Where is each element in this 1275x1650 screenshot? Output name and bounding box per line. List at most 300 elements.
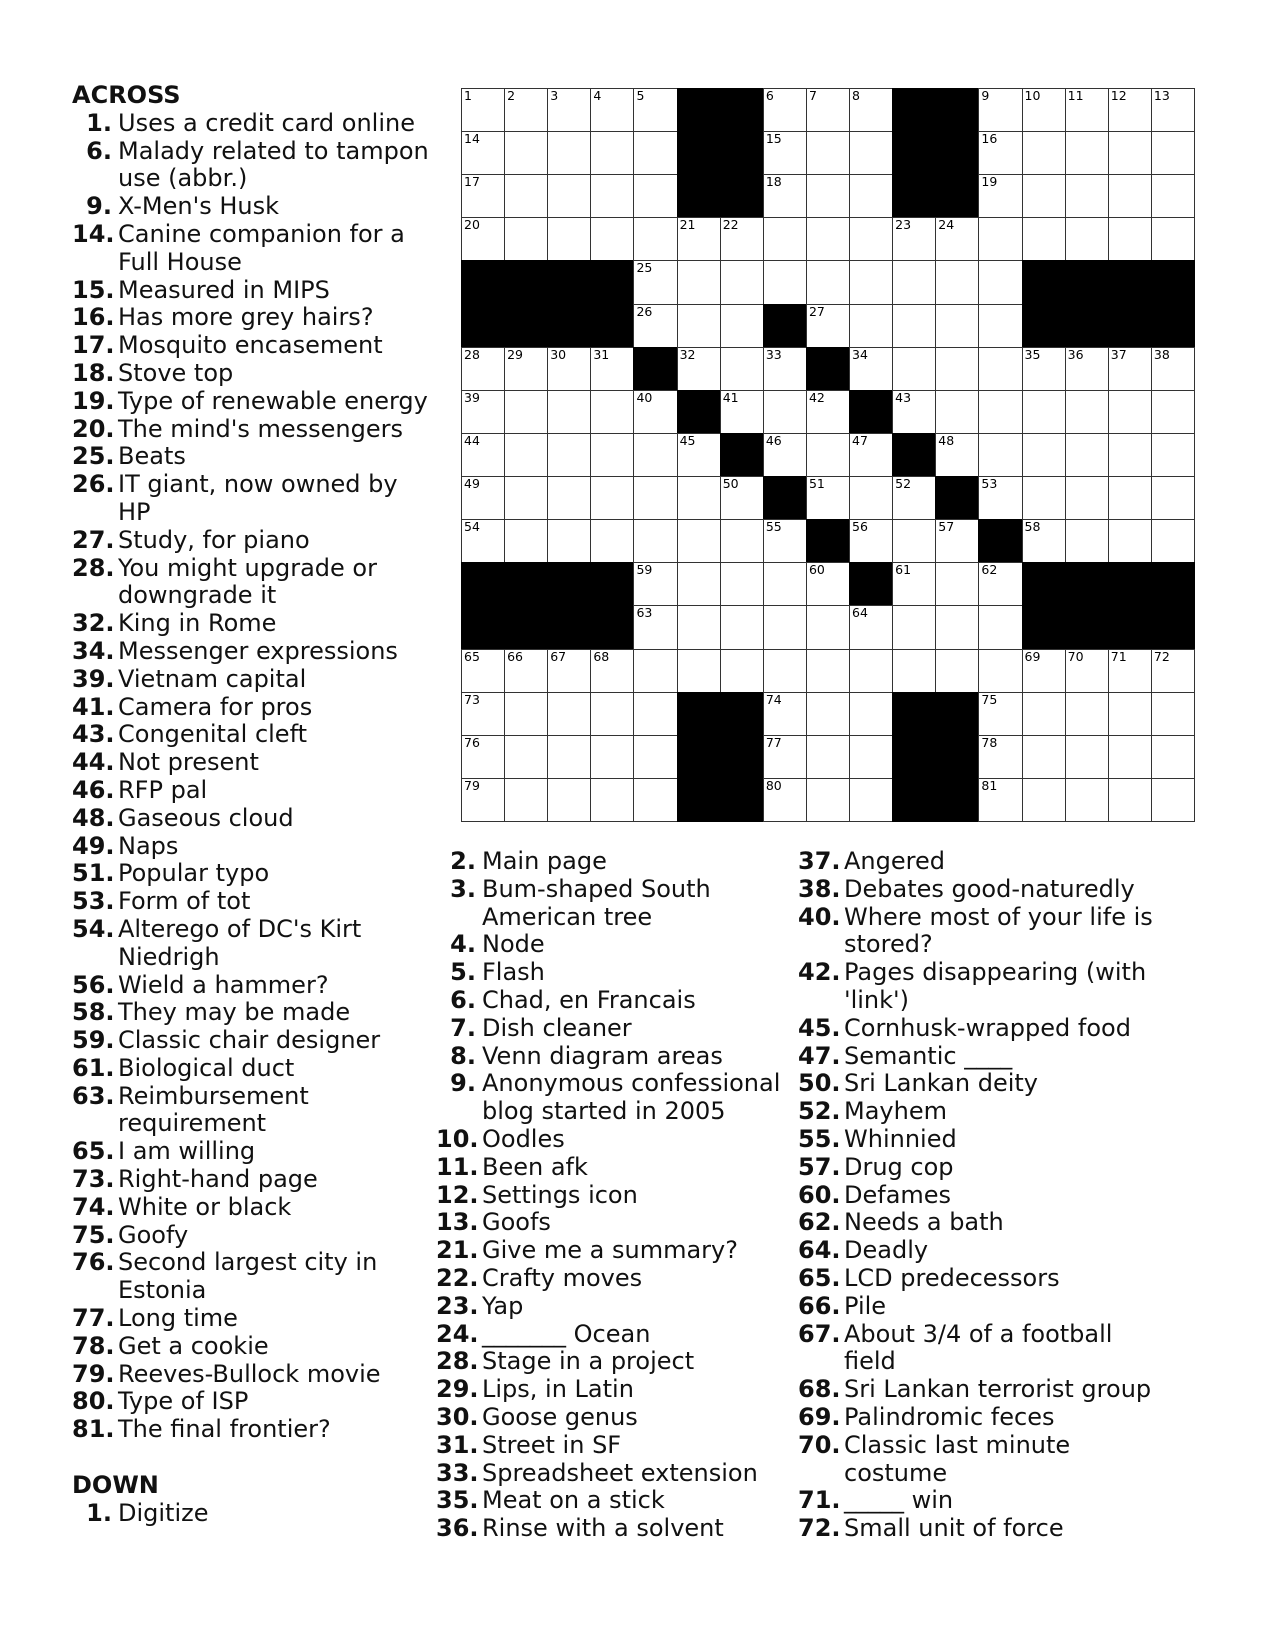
grid-cell[interactable] <box>935 217 979 261</box>
grid-cell[interactable] <box>1022 88 1066 132</box>
grid-cell-black <box>1065 605 1109 649</box>
clue-number: 6. <box>450 985 476 1014</box>
grid-cell[interactable] <box>633 735 677 779</box>
grid-cell[interactable] <box>892 217 936 261</box>
grid-cell[interactable] <box>677 217 721 261</box>
grid-cell[interactable] <box>935 260 979 304</box>
grid-cell[interactable] <box>677 433 721 477</box>
grid-cell[interactable] <box>547 390 591 434</box>
grid-cell[interactable] <box>1108 735 1152 779</box>
cell-number: 8 <box>852 88 860 103</box>
grid-cell[interactable] <box>1108 131 1152 175</box>
grid-cell[interactable] <box>1022 217 1066 261</box>
grid-cell[interactable] <box>1151 735 1195 779</box>
grid-cell[interactable] <box>633 88 677 132</box>
grid-cell[interactable] <box>892 562 936 606</box>
clue <box>72 1222 472 1250</box>
grid-cell[interactable] <box>633 519 677 563</box>
clue-text: Small unit of force <box>844 1514 1064 1543</box>
grid-cell[interactable] <box>978 476 1022 520</box>
grid-cell[interactable] <box>1022 519 1066 563</box>
grid-cell[interactable] <box>590 778 634 822</box>
clue-text: Lips, in Latin <box>482 1375 634 1404</box>
grid-cell[interactable] <box>763 735 807 779</box>
grid-cell[interactable] <box>590 433 634 477</box>
grid-cell[interactable] <box>677 519 721 563</box>
grid-cell[interactable] <box>461 433 505 477</box>
clue-number: 7. <box>450 1013 476 1042</box>
clue <box>72 1333 472 1361</box>
grid-cell[interactable] <box>763 347 807 391</box>
grid-cell[interactable] <box>461 692 505 736</box>
grid-cell[interactable] <box>461 390 505 434</box>
grid-cell[interactable] <box>547 519 591 563</box>
cell-number: 43 <box>895 389 912 405</box>
grid-cell[interactable] <box>720 562 764 606</box>
grid-cell[interactable] <box>935 433 979 477</box>
grid-cell[interactable] <box>504 649 548 693</box>
grid-cell[interactable] <box>935 649 979 693</box>
clue <box>72 888 472 916</box>
grid-cell[interactable] <box>590 390 634 434</box>
grid-cell[interactable] <box>504 131 548 175</box>
grid-cell[interactable] <box>590 88 634 132</box>
clue-text: Classic last minute <box>844 1430 1071 1459</box>
grid-cell[interactable] <box>1151 476 1195 520</box>
grid-cell[interactable] <box>1151 692 1195 736</box>
grid-cell[interactable] <box>720 519 764 563</box>
clue <box>436 1432 806 1460</box>
grid-cell[interactable] <box>892 347 936 391</box>
grid-cell[interactable] <box>461 476 505 520</box>
cell-number: 4 <box>593 88 602 103</box>
grid-cell[interactable] <box>461 347 505 391</box>
grid-cell-black <box>1108 605 1152 649</box>
grid-cell[interactable] <box>935 390 979 434</box>
cell-number: 59 <box>636 562 653 578</box>
grid-cell[interactable] <box>1108 692 1152 736</box>
clue-number: 14. <box>72 219 115 248</box>
grid-cell[interactable] <box>504 519 548 563</box>
clue-continuation <box>72 944 472 972</box>
grid-cell[interactable] <box>720 347 764 391</box>
grid-cell[interactable] <box>763 260 807 304</box>
grid-cell[interactable] <box>849 304 893 348</box>
clue-number: 79. <box>72 1359 115 1388</box>
grid-cell[interactable] <box>461 778 505 822</box>
grid-cell[interactable] <box>633 131 677 175</box>
grid-cell[interactable] <box>935 304 979 348</box>
grid-cell[interactable] <box>1065 735 1109 779</box>
grid-cell[interactable] <box>1108 217 1152 261</box>
grid-cell[interactable] <box>461 174 505 218</box>
clue-number: 17. <box>72 331 115 360</box>
grid-cell[interactable] <box>461 131 505 175</box>
grid-cell[interactable] <box>677 347 721 391</box>
clue-text: Spreadsheet extension <box>482 1458 758 1487</box>
grid-cell[interactable] <box>763 217 807 261</box>
clue-number: 49. <box>72 831 115 860</box>
grid-cell[interactable] <box>849 519 893 563</box>
grid-cell[interactable] <box>806 260 850 304</box>
grid-cell[interactable] <box>461 88 505 132</box>
grid-cell[interactable] <box>1151 131 1195 175</box>
grid-cell[interactable] <box>806 778 850 822</box>
grid-cell[interactable] <box>849 88 893 132</box>
grid-cell-black <box>892 692 936 736</box>
grid-cell[interactable] <box>633 692 677 736</box>
grid-cell[interactable] <box>633 390 677 434</box>
grid-cell[interactable] <box>806 692 850 736</box>
grid-cell[interactable] <box>763 131 807 175</box>
grid-cell[interactable] <box>978 433 1022 477</box>
cell-number: 81 <box>981 777 998 793</box>
clue-text: Semantic ____ <box>844 1041 1013 1070</box>
grid-cell[interactable] <box>461 217 505 261</box>
grid-cell[interactable] <box>1065 692 1109 736</box>
grid-cell[interactable] <box>806 735 850 779</box>
grid-cell[interactable] <box>978 649 1022 693</box>
grid-cell[interactable] <box>935 519 979 563</box>
grid-cell[interactable] <box>806 390 850 434</box>
grid-cell[interactable] <box>547 174 591 218</box>
grid-cell[interactable] <box>849 605 893 649</box>
grid-cell[interactable] <box>677 605 721 649</box>
grid-cell[interactable] <box>547 476 591 520</box>
grid-cell[interactable] <box>720 649 764 693</box>
clue <box>72 1500 472 1528</box>
clue-text: downgrade it <box>118 581 277 610</box>
grid-cell[interactable] <box>849 778 893 822</box>
grid-cell[interactable] <box>590 347 634 391</box>
grid-cell[interactable] <box>849 433 893 477</box>
grid-cell-black <box>892 433 936 477</box>
grid-cell[interactable] <box>547 131 591 175</box>
clue <box>436 1126 806 1154</box>
clue <box>436 1293 806 1321</box>
grid-cell[interactable] <box>461 735 505 779</box>
grid-cell[interactable] <box>1065 433 1109 477</box>
grid-cell[interactable] <box>461 649 505 693</box>
grid-cell[interactable] <box>978 605 1022 649</box>
grid-cell[interactable] <box>1151 174 1195 218</box>
clue-text: Type of ISP <box>118 1387 249 1416</box>
grid-cell[interactable] <box>1108 649 1152 693</box>
grid-cell[interactable] <box>504 476 548 520</box>
grid-cell[interactable] <box>978 174 1022 218</box>
grid-cell[interactable] <box>1108 433 1152 477</box>
grid-cell[interactable] <box>504 217 548 261</box>
grid-cell[interactable] <box>504 735 548 779</box>
grid-cell[interactable] <box>677 304 721 348</box>
grid-cell[interactable] <box>849 476 893 520</box>
grid-cell[interactable] <box>1022 131 1066 175</box>
grid-cell[interactable] <box>633 476 677 520</box>
grid-cell[interactable] <box>849 131 893 175</box>
clue-number: 75. <box>72 1220 115 1249</box>
grid-cell[interactable] <box>849 347 893 391</box>
grid-cell[interactable] <box>1108 88 1152 132</box>
grid-cell[interactable] <box>547 778 591 822</box>
grid-cell[interactable] <box>590 217 634 261</box>
grid-cell[interactable] <box>806 174 850 218</box>
grid-cell[interactable] <box>1151 390 1195 434</box>
grid-cell[interactable] <box>763 649 807 693</box>
grid-cell[interactable] <box>504 778 548 822</box>
grid-cell[interactable] <box>892 605 936 649</box>
grid-cell[interactable] <box>677 260 721 304</box>
cell-number: 39 <box>464 389 480 405</box>
clue <box>436 1515 806 1543</box>
grid-cell[interactable] <box>547 88 591 132</box>
grid-cell[interactable] <box>504 433 548 477</box>
grid-cell-black <box>935 692 979 736</box>
grid-cell[interactable] <box>504 692 548 736</box>
grid-cell[interactable] <box>806 304 850 348</box>
clue-number: 57. <box>798 1152 841 1181</box>
grid-cell[interactable] <box>935 562 979 606</box>
grid-cell[interactable] <box>633 304 677 348</box>
grid-cell-black <box>1022 562 1066 606</box>
grid-cell[interactable] <box>504 390 548 434</box>
grid-cell[interactable] <box>806 217 850 261</box>
clue-number: 28. <box>72 553 115 582</box>
grid-cell[interactable] <box>1022 692 1066 736</box>
grid-cell[interactable] <box>892 390 936 434</box>
cell-number: 77 <box>765 734 782 750</box>
grid-cell[interactable] <box>978 778 1022 822</box>
grid-cell[interactable] <box>547 649 591 693</box>
grid-cell[interactable] <box>1022 778 1066 822</box>
cell-number: 78 <box>981 734 998 750</box>
cell-number: 7 <box>808 88 817 103</box>
grid-cell[interactable] <box>590 519 634 563</box>
grid-cell[interactable] <box>978 692 1022 736</box>
grid-cell[interactable] <box>806 562 850 606</box>
grid-cell[interactable] <box>1065 476 1109 520</box>
grid-cell[interactable] <box>1108 174 1152 218</box>
grid-cell[interactable] <box>978 735 1022 779</box>
grid-cell[interactable] <box>590 735 634 779</box>
grid-cell[interactable] <box>849 735 893 779</box>
grid-cell[interactable] <box>892 476 936 520</box>
grid-cell[interactable] <box>1022 347 1066 391</box>
grid-cell[interactable] <box>1065 131 1109 175</box>
grid-cell[interactable] <box>1151 649 1195 693</box>
grid-cell[interactable] <box>720 304 764 348</box>
grid-cell[interactable] <box>935 347 979 391</box>
grid-cell[interactable] <box>763 692 807 736</box>
clue-text: The mind's messengers <box>118 414 403 443</box>
grid-cell[interactable] <box>763 390 807 434</box>
grid-cell[interactable] <box>849 649 893 693</box>
clue-continuation <box>798 987 1198 1015</box>
grid-cell[interactable] <box>590 131 634 175</box>
grid-cell[interactable] <box>892 519 936 563</box>
cell-number: 2 <box>507 88 516 103</box>
grid-cell[interactable] <box>763 433 807 477</box>
grid-cell[interactable] <box>806 476 850 520</box>
grid-cell[interactable] <box>633 217 677 261</box>
grid-cell[interactable] <box>1065 217 1109 261</box>
grid-cell-black <box>1065 260 1109 304</box>
clue-text: Chad, en Francais <box>482 985 696 1014</box>
grid-cell[interactable] <box>806 649 850 693</box>
grid-cell[interactable] <box>677 649 721 693</box>
cell-number: 61 <box>895 562 912 578</box>
cell-number: 38 <box>1153 346 1170 362</box>
grid-cell[interactable] <box>1065 347 1109 391</box>
grid-cell[interactable] <box>1151 519 1195 563</box>
clue <box>72 1416 472 1444</box>
grid-cell[interactable] <box>547 217 591 261</box>
grid-cell[interactable] <box>1108 476 1152 520</box>
grid-cell-black <box>1108 562 1152 606</box>
grid-cell[interactable] <box>1065 778 1109 822</box>
grid-cell[interactable] <box>978 260 1022 304</box>
grid-cell[interactable] <box>892 260 936 304</box>
grid-cell[interactable] <box>978 88 1022 132</box>
grid-cell[interactable] <box>1151 347 1195 391</box>
clue <box>72 1249 472 1277</box>
down-items-part-1 <box>72 1500 472 1528</box>
grid-cell[interactable] <box>633 260 677 304</box>
cell-number: 20 <box>464 217 480 233</box>
grid-cell[interactable] <box>978 390 1022 434</box>
grid-cell[interactable] <box>1065 174 1109 218</box>
grid-cell[interactable] <box>1108 778 1152 822</box>
grid-cell[interactable] <box>720 605 764 649</box>
grid-cell[interactable] <box>892 649 936 693</box>
grid-cell[interactable] <box>763 174 807 218</box>
grid-cell[interactable] <box>892 304 936 348</box>
grid-cell[interactable] <box>763 605 807 649</box>
grid-cell[interactable] <box>677 562 721 606</box>
grid-cell[interactable] <box>763 519 807 563</box>
clue-text: Bum-shaped South <box>482 874 711 903</box>
grid-cell[interactable] <box>633 649 677 693</box>
cell-number: 16 <box>981 131 998 147</box>
clue-number: 13. <box>436 1208 479 1237</box>
grid-cell[interactable] <box>978 562 1022 606</box>
grid-cell-black <box>677 778 721 822</box>
grid-cell[interactable] <box>1022 649 1066 693</box>
grid-cell[interactable] <box>763 88 807 132</box>
grid-cell[interactable] <box>1151 217 1195 261</box>
cell-number: 10 <box>1024 88 1041 103</box>
grid-cell[interactable] <box>590 649 634 693</box>
grid-cell[interactable] <box>849 692 893 736</box>
grid-cell[interactable] <box>978 347 1022 391</box>
clue-text: requirement <box>118 1109 267 1138</box>
grid-cell[interactable] <box>978 131 1022 175</box>
grid-cell[interactable] <box>633 778 677 822</box>
cell-number: 11 <box>1067 88 1084 103</box>
grid-cell[interactable] <box>633 562 677 606</box>
grid-cell[interactable] <box>590 692 634 736</box>
clue <box>798 1070 1198 1098</box>
grid-cell[interactable] <box>1108 347 1152 391</box>
clue <box>72 388 472 416</box>
clue-number: 80. <box>72 1387 115 1416</box>
grid-cell[interactable] <box>720 260 764 304</box>
grid-cell[interactable] <box>677 476 721 520</box>
grid-cell[interactable] <box>978 217 1022 261</box>
grid-cell[interactable] <box>1108 519 1152 563</box>
grid-cell[interactable] <box>504 174 548 218</box>
grid-cell[interactable] <box>633 433 677 477</box>
grid-cell-black <box>547 260 591 304</box>
grid-cell-black <box>504 605 548 649</box>
grid-cell[interactable] <box>806 433 850 477</box>
grid-cell[interactable] <box>590 476 634 520</box>
cell-number: 25 <box>636 260 653 276</box>
grid-cell[interactable] <box>547 692 591 736</box>
section-gap <box>72 1444 472 1472</box>
grid-cell[interactable] <box>720 217 764 261</box>
grid-cell[interactable] <box>1022 433 1066 477</box>
grid-cell[interactable] <box>590 174 634 218</box>
grid-cell[interactable] <box>763 562 807 606</box>
grid-cell[interactable] <box>1065 649 1109 693</box>
grid-cell[interactable] <box>849 217 893 261</box>
clue <box>72 304 472 332</box>
grid-cell[interactable] <box>547 347 591 391</box>
grid-cell[interactable] <box>633 605 677 649</box>
grid-cell[interactable] <box>1065 519 1109 563</box>
grid-cell[interactable] <box>504 88 548 132</box>
grid-cell[interactable] <box>461 519 505 563</box>
clue-text: Deadly <box>844 1236 929 1265</box>
grid-cell[interactable] <box>806 88 850 132</box>
grid-cell[interactable] <box>1022 735 1066 779</box>
grid-cell[interactable] <box>720 390 764 434</box>
grid-cell[interactable] <box>504 347 548 391</box>
grid-cell[interactable] <box>849 174 893 218</box>
grid-cell[interactable] <box>935 605 979 649</box>
grid-cell[interactable] <box>547 735 591 779</box>
grid-cell[interactable] <box>547 433 591 477</box>
clue-text: Biological duct <box>118 1053 295 1082</box>
grid-cell[interactable] <box>633 174 677 218</box>
grid-cell[interactable] <box>806 131 850 175</box>
grid-cell[interactable] <box>978 304 1022 348</box>
grid-cell[interactable] <box>1151 433 1195 477</box>
grid-cell[interactable] <box>720 476 764 520</box>
grid-cell[interactable] <box>1151 88 1195 132</box>
cell-number: 15 <box>765 131 782 147</box>
clue-number: 56. <box>72 970 115 999</box>
clue-number: 30. <box>436 1402 479 1431</box>
grid-cell[interactable] <box>849 260 893 304</box>
grid-cell-black <box>892 735 936 779</box>
grid-cell[interactable] <box>1151 778 1195 822</box>
clue-number: 67. <box>798 1319 841 1348</box>
clue-number: 40. <box>798 902 841 931</box>
grid-cell[interactable] <box>1108 390 1152 434</box>
grid-cell[interactable] <box>1065 88 1109 132</box>
grid-cell[interactable] <box>763 778 807 822</box>
grid-cell[interactable] <box>1022 390 1066 434</box>
grid-cell[interactable] <box>806 605 850 649</box>
grid-cell[interactable] <box>1022 476 1066 520</box>
grid-cell[interactable] <box>1065 390 1109 434</box>
clue-number: 72. <box>798 1514 841 1543</box>
clue-text: Pages disappearing (with <box>844 958 1147 987</box>
clue-number: 70. <box>798 1430 841 1459</box>
grid-cell[interactable] <box>1022 174 1066 218</box>
clue-text: The final frontier? <box>118 1415 331 1444</box>
